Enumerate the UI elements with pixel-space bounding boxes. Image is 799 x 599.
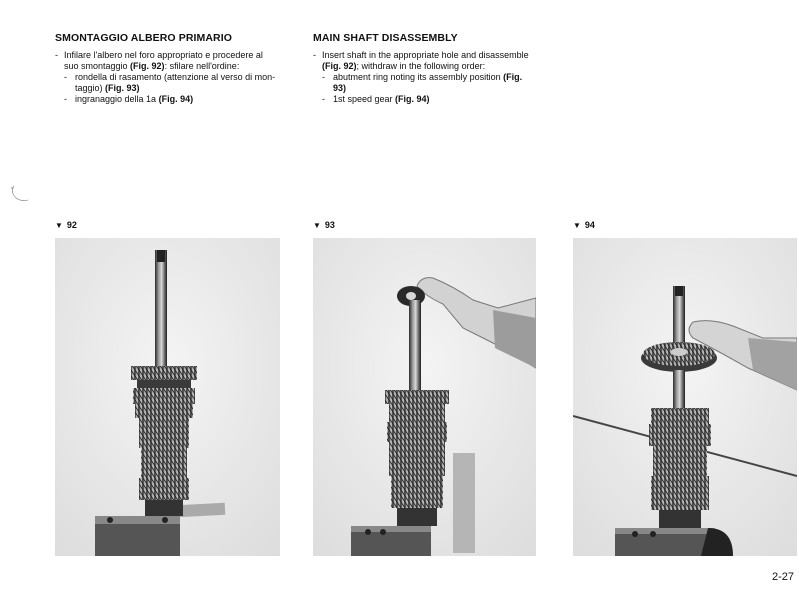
fig-ref-94: (Fig. 94) <box>395 94 430 104</box>
english-heading: MAIN SHAFT DISASSEMBLY <box>313 32 458 44</box>
triangle-marker-icon: ▼ <box>55 221 63 230</box>
figure-number: 93 <box>324 220 335 230</box>
figure-label-94 <box>573 220 595 230</box>
fig-ref-93: (Fig. 93) <box>105 83 140 93</box>
fig-ref-92: (Fig. 92) <box>322 61 357 71</box>
dash: - <box>322 72 325 82</box>
italian-column <box>55 32 290 105</box>
english-column <box>313 32 548 105</box>
dash: - <box>55 50 58 60</box>
figure-number: 94 <box>584 220 595 230</box>
italian-step <box>55 50 290 72</box>
english-body <box>313 50 548 105</box>
figure-92-photo <box>55 238 280 556</box>
scan-speck <box>8 184 32 204</box>
italian-item2-text: ingranaggio della 1a <box>75 94 159 104</box>
dash: - <box>64 94 67 104</box>
italian-body <box>55 50 290 105</box>
dash: - <box>322 94 325 104</box>
italian-item-1 <box>55 72 290 94</box>
english-step-line2b: ; withdraw in the following order: <box>356 61 486 71</box>
page-number: 2-27 <box>771 571 794 583</box>
italian-item1-line1: rondella di rasamento (attenzione al verso di mon- <box>75 72 276 82</box>
english-item1-line1a: abutment ring noting its assembly position <box>333 72 504 82</box>
triangle-marker-icon: ▼ <box>573 221 581 230</box>
english-step-line1: Insert shaft in the appropriate hole and disassemble <box>322 50 529 60</box>
fig-ref-93b: 93) <box>333 83 347 93</box>
fig-ref-94: (Fig. 94) <box>158 94 194 104</box>
figure-number: 92 <box>66 220 77 230</box>
figure-label-92 <box>55 220 77 230</box>
english-item-1 <box>313 72 548 94</box>
fig-ref-93a: (Fig. <box>503 72 523 82</box>
figure-93-photo <box>313 238 536 556</box>
italian-step-line2a: suo smontaggio <box>64 61 131 71</box>
figure-label-93 <box>313 220 335 230</box>
italian-step-line1: Infilare l'albero nel foro appropriato e procedere al <box>64 50 263 60</box>
figure-94-photo <box>573 238 797 556</box>
triangle-marker-icon: ▼ <box>313 221 321 230</box>
fig-ref-92: (Fig. 92) <box>130 61 165 71</box>
english-item-2 <box>313 94 548 105</box>
italian-heading: SMONTAGGIO ALBERO PRIMARIO <box>55 32 233 44</box>
italian-item1-line2a: taggio) <box>75 83 106 93</box>
english-step <box>313 50 548 72</box>
italian-step-line2b: : sfilare nell'ordine: <box>164 61 240 71</box>
english-item2-text: 1st speed gear <box>333 94 396 104</box>
italian-item-2 <box>55 94 290 105</box>
dash: - <box>64 72 67 82</box>
dash: - <box>313 50 316 60</box>
